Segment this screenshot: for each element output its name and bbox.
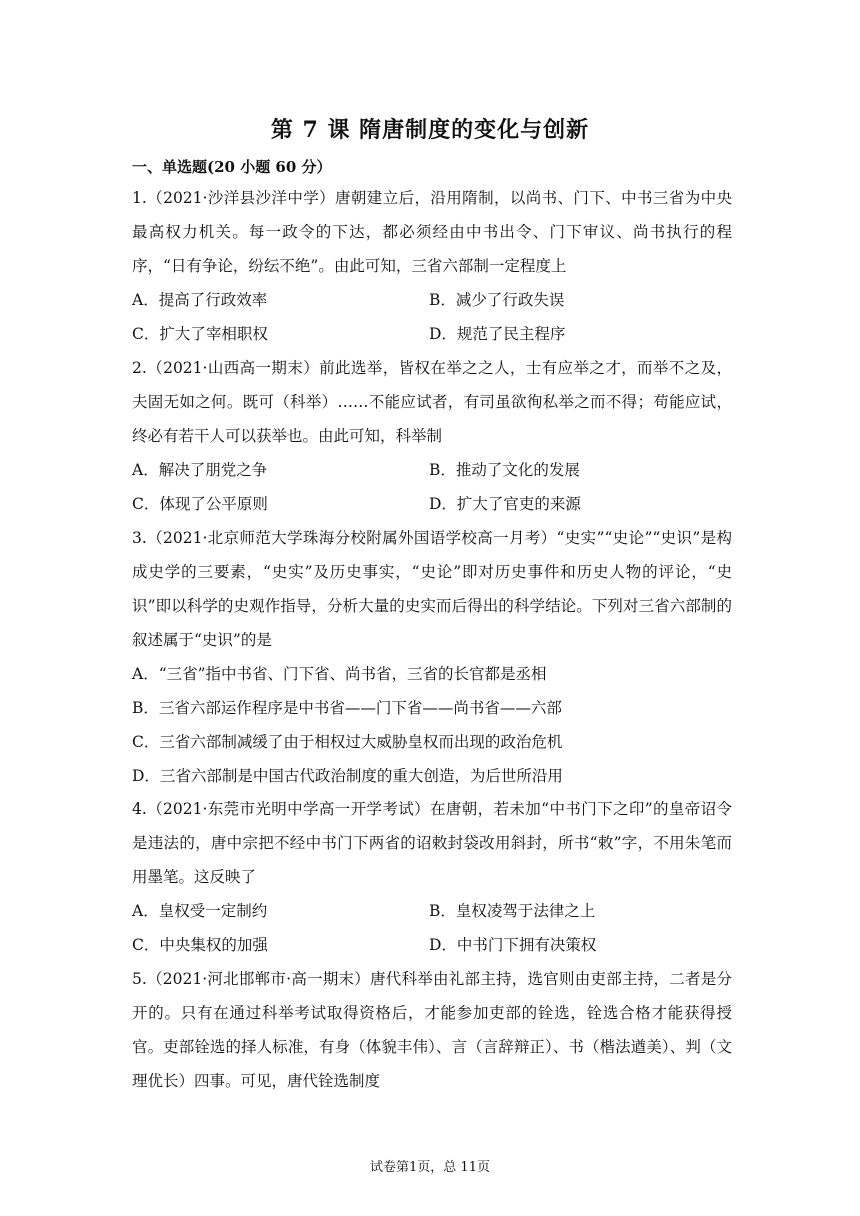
option-b: B．三省六部运作程序是中书省——门下省——尚书省——六部 bbox=[132, 699, 562, 717]
option-c: C．中央集权的加强 bbox=[132, 936, 268, 954]
option-c: C．扩大了宰相职权 bbox=[132, 325, 268, 343]
question-stem: 3.（2021·北京师范大学珠海分校附属外国语学校高一月考）“史实”“史论”“史识”是构成史学的三要素，“史实”及历史事实，“史论”即对历史事件和历史人物的评论，“史识”即以科学的史观作指导，分析大量的史实而后得出的科学结论。下列对三省六部制的叙述属于“史识”的是 bbox=[132, 529, 732, 649]
question-stem: 2.（2021·山西高一期末）前此选举，皆权在举之之人，士有应举之才，而举不之及，夫固无如之何。既可（科举）……不能应试者，有司虽欲徇私举之而不得；苟能应试，终必有若干人可以获举也。由此可知，科举制 bbox=[132, 359, 732, 445]
page-title: 第 7 课 隋唐制度的变化与创新 bbox=[270, 117, 590, 143]
option-a: A．皇权受一定制约 bbox=[132, 902, 268, 920]
options bbox=[132, 657, 732, 793]
question-3 bbox=[132, 521, 732, 793]
question-4 bbox=[132, 792, 732, 962]
question-2 bbox=[132, 351, 732, 521]
option-d: D．中书门下拥有决策权 bbox=[429, 936, 597, 954]
question-stem: 5.（2021·河北邯郸市·高一期末）唐代科举由礼部主持，选官则由吏部主持，二者是分开的。只有在通过科举考试取得资格后，才能参加吏部的铨选，铨选合格才能获得授官。吏部铨选的择人标准，有身（体貌丰伟）、言（言辞辩正）、书（楷法遒美）、判（文理优长）四事。可见，唐代铨选制度 bbox=[132, 970, 732, 1090]
option-d: D．规范了民主程序 bbox=[429, 325, 566, 343]
option-d: D．扩大了官吏的来源 bbox=[429, 495, 581, 513]
options bbox=[132, 283, 732, 351]
section-heading: 一、单选题(20 小题 60 分） bbox=[132, 158, 332, 176]
option-a: A．解决了朋党之争 bbox=[132, 461, 268, 479]
option-c: C．体现了公平原则 bbox=[132, 495, 268, 513]
options bbox=[132, 453, 732, 521]
option-a: A．“三省”指中书省、门下省、尚书省，三省的长官都是丞相 bbox=[132, 665, 547, 683]
option-d: D．三省六部制是中国古代政治制度的重大创造，为后世所沿用 bbox=[132, 767, 563, 785]
question-1 bbox=[132, 181, 732, 351]
options bbox=[132, 894, 732, 962]
option-b: B．皇权凌驾于法律之上 bbox=[429, 902, 596, 920]
question-stem: 4.（2021·东莞市光明中学高一开学考试）在唐朝，若未加“中书门下之印”的皇帝诏令是违法的，唐中宗把不经中书门下两省的诏敕封袋改用斜封，所书“敕”字，不用朱笔而用墨笔。这反映了 bbox=[132, 800, 732, 886]
question-5 bbox=[132, 962, 732, 1098]
option-b: B．推动了文化的发展 bbox=[429, 461, 580, 479]
question-stem: 1.（2021·沙洋县沙洋中学）唐朝建立后，沿用隋制，以尚书、门下、中书三省为中央最高权力机关。每一政令的下达，都必须经由中书出令、门下审议、尚书执行的程序，“日有争论，纷纭不绝”。由此可知，三省六部制一定程度上 bbox=[132, 189, 732, 275]
option-c: C．三省六部制减缓了由于相权过大威胁皇权而出现的政治危机 bbox=[132, 733, 563, 751]
page-footer: 试卷第1页，总 11页 bbox=[370, 1160, 490, 1175]
option-a: A．提高了行政效率 bbox=[132, 291, 268, 309]
option-b: B．减少了行政失误 bbox=[429, 291, 565, 309]
